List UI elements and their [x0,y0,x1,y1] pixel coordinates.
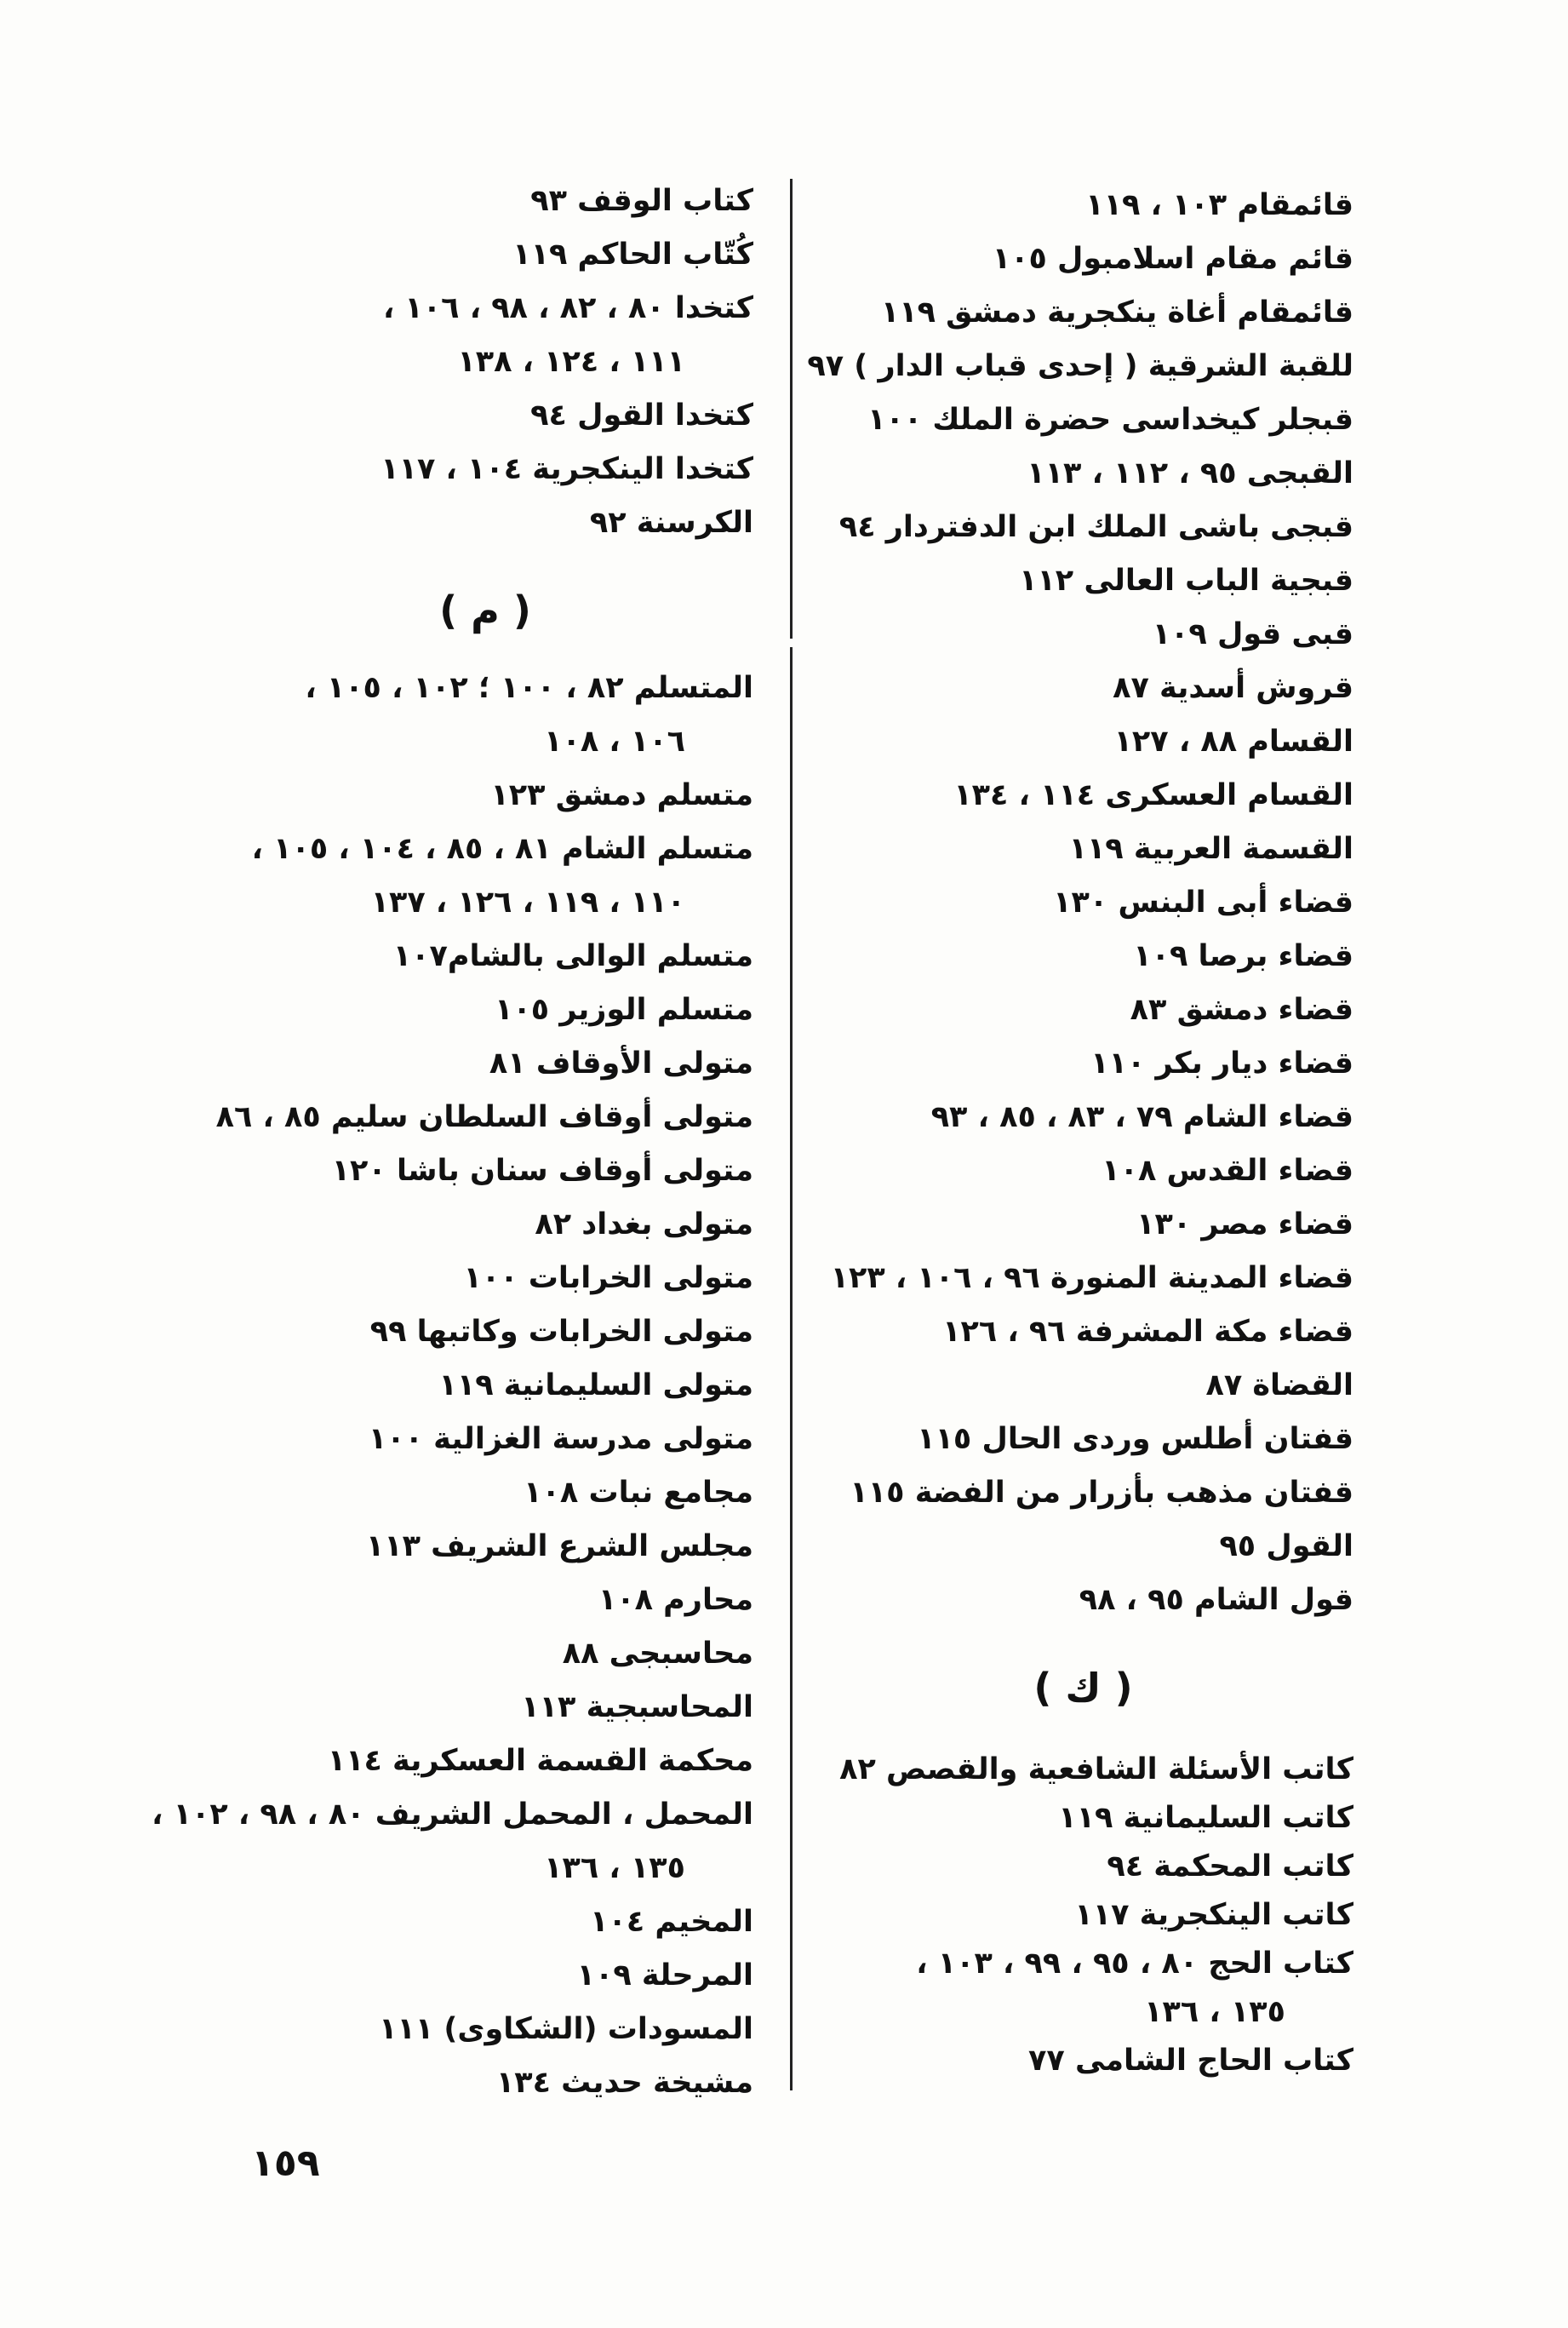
index-entry: قائمقام أغاة ينكجرية دمشق ١١٩ [880,295,1353,330]
index-entry: كتاب الحاج الشامى ٧٧ [1028,2044,1353,2078]
index-entry: محارم ١٠٨ [598,1583,753,1617]
index-entry: محكمة القسمة العسكرية ١١٤ [327,1744,753,1778]
index-entry-continuation: ١١٠ ، ١١٩ ، ١٢٦ ، ١٣٧ [370,886,685,920]
index-entry: قضاء المدينة المنورة ٩٦ ، ١٠٦ ، ١٢٣ [830,1261,1353,1295]
index-entry: قائمقام ١٠٣ ، ١١٩ [1085,188,1353,222]
index-entry: كتاب الحج ٨٠ ، ٩٥ ، ٩٩ ، ١٠٣ ، [916,1947,1353,1981]
index-section-mim [152,662,753,2110]
index-entry: متسلم الشام ٨١ ، ٨٥ ، ١٠٤ ، ١٠٥ ، [251,832,753,866]
index-entry: متولى أوقاف سنان باشا ١٢٠ [331,1154,753,1188]
section-heading-mim: ( م ) [439,588,531,634]
index-entry: قول الشام ٩٥ ، ٩٨ [1079,1583,1353,1617]
index-entry: قبجلر كيخداسى حضرة الملك ١٠٠ [867,403,1353,437]
index-entry: القسام العسكرى ١١٤ ، ١٣٤ [953,778,1353,812]
index-entry: المرحلة ١٠٩ [576,1958,753,1993]
index-entry: كُتّاب الحاكم ١١٩ [512,238,753,272]
index-entry: كاتب السليمانية ١١٩ [1058,1801,1353,1835]
index-entry: متولى مدرسة الغزالية ١٠٠ [368,1422,753,1456]
index-entry: كاتب المحكمة ٩٤ [1107,1849,1353,1884]
index-entry: مجامع نبات ١٠٨ [524,1476,753,1510]
index-entry: قروش أسدية ٨٧ [1113,671,1353,705]
index-section-qaf [807,179,1353,1627]
index-entry: القسام ٨٨ ، ١٢٧ [1113,725,1353,759]
index-entry: قبجية الباب العالى ١١٢ [1019,564,1353,598]
index-entry: المحاسبجية ١١٣ [521,1690,753,1724]
index-entry-continuation: ١٣٥ ، ١٣٦ [544,1851,685,1885]
index-entry: قضاء الشام ٧٩ ، ٨٣ ، ٨٥ ، ٩٣ [930,1100,1353,1134]
index-entry: القضاة ٨٧ [1205,1368,1353,1402]
index-entry: القبجى ٩٥ ، ١١٢ ، ١١٣ [1027,456,1353,490]
index-entry: المسودات (الشكاوى) ١١١ [379,2012,753,2046]
index-entry: للقبة الشرقية ( إحدى قباب الدار ) ٩٧ [807,349,1353,383]
index-entry: متولى الأوقاف ٨١ [489,1046,753,1081]
index-entry: مجلس الشرع الشريف ١١٣ [365,1529,753,1563]
index-entry: متولى الخرابات وكاتبها ٩٩ [369,1315,753,1349]
index-entry: قائم مقام اسلامبول ١٠٥ [992,242,1353,276]
index-entry: محاسبجى ٨٨ [562,1637,753,1671]
column-divider-bottom [790,647,793,2090]
index-entry: المحمل ، المحمل الشريف ٨٠ ، ٩٨ ، ١٠٢ ، [152,1798,753,1832]
index-entry-continuation: ١٣٥ ، ١٣٦ [1144,1995,1285,2029]
index-entry: متولى بغداد ٨٢ [535,1207,753,1241]
index-entry: القول ٩٥ [1219,1529,1353,1563]
index-entry: القسمة العربية ١١٩ [1068,832,1353,866]
page-number: ١٥٩ [251,2142,320,2185]
index-entry: كتخدا ٨٠ ، ٨٢ ، ٩٨ ، ١٠٦ ، [382,291,753,325]
index-entry: متسلم الوزير ١٠٥ [495,993,753,1027]
index-entry: كتخدا القول ٩٤ [530,399,753,433]
index-entry: قفتان مذهب بأزرار من الفضة ١١٥ [850,1476,1353,1510]
index-entry: كتخدا الينكجرية ١٠٤ ، ١١٧ [381,452,753,486]
index-entry: المتسلم ٨٢ ، ١٠٠ ؛ ١٠٢ ، ١٠٥ ، [305,671,753,705]
index-entry: قضاء دمشق ٨٣ [1130,993,1353,1027]
index-entry: كتاب الوقف ٩٣ [530,184,753,218]
index-entry: قبجى باشى الملك ابن الدفتردار ٩٤ [838,510,1353,544]
index-entry-continuation: ١٠٦ ، ١٠٨ [544,725,685,759]
index-section-kaf [813,1746,1353,2085]
index-entry: كاتب الينكجرية ١١٧ [1074,1898,1353,1932]
index-entry: قضاء مكة المشرفة ٩٦ ، ١٢٦ [942,1315,1353,1349]
index-section-kaf-continued [217,175,753,550]
index-entry: متولى السليمانية ١١٩ [438,1368,753,1402]
index-entry: مشيخة حديث ١٣٤ [495,2066,753,2100]
section-heading-kaf: ( ك ) [1033,1665,1133,1711]
index-entry: المخيم ١٠٤ [590,1905,753,1939]
index-entry: متسلم دمشق ١٢٣ [490,778,753,812]
index-entry: قبى قول ١٠٩ [1152,617,1353,651]
column-divider-top [790,179,793,639]
index-entry: قضاء مصر ١٣٠ [1136,1207,1353,1241]
index-entry: قضاء برصا ١٠٩ [1133,939,1353,973]
index-entry: متولى أوقاف السلطان سليم ٨٥ ، ٨٦ [215,1100,753,1134]
index-entry: كاتب الأسئلة الشافعية والقصص ٨٢ [839,1752,1353,1786]
index-entry: قضاء القدس ١٠٨ [1102,1154,1353,1188]
index-entry: قضاء ديار بكر ١١٠ [1090,1046,1353,1081]
index-entry-continuation: ١١١ ، ١٢٤ ، ١٣٨ [457,345,685,379]
index-entry: قضاء أبى البنس ١٣٠ [1053,886,1353,920]
index-entry: قفتان أطلس وردى الحال ١١٥ [917,1422,1353,1456]
index-entry: الكرسنة ٩٢ [589,506,753,540]
index-entry: متسلم الوالى بالشام١٠٧ [392,939,753,973]
index-entry: متولى الخرابات ١٠٠ [463,1261,753,1295]
